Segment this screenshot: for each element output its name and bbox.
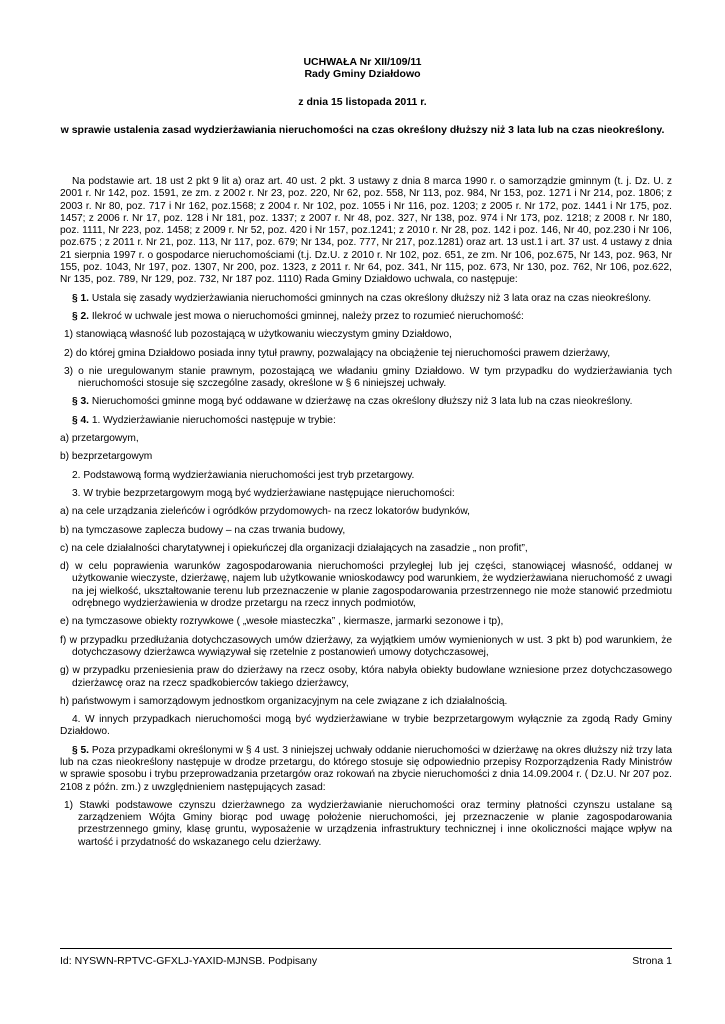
document-id: Id: NYSWN-RPTVC-GFXLJ-YAXID-MJNSB. Podpisany [60,955,318,967]
section-4-paragraph-2: 2. Podstawową formą wydzierżawiania nieruchomości jest tryb przetargowy. [72,469,415,481]
section-4-paragraph-3: 3. W trybie bezprzetargowym mogą być wydzierżawiane następujące nieruchomości: [72,487,455,499]
section-2-text: Ilekroć w uchwale jest mowa o nieruchomości gminnej, należy przez to rozumieć nieruchomość: [89,310,524,322]
list-item: h) państwowym i samorządowym jednostkom organizacyjnym na cele związane z ich działalnością. [60,695,508,707]
list-item: 1) Stawki podstawowe czynszu dzierżawnego za wydzierżawianie nieruchomości oraz terminy płatności czynszu ustalane są zarządzeniem Wójta Gminy biorąc pod uwagę położenie nieruchomości, jej przeznaczenie w planie zagospodarowania przestrzennego gminy, klasę gruntu, wyposażenie w urządzenia infrastruktury technicznej i inne okoliczności mające wpływ na wartość i przydatność do wskazanego celu dzierżawy. [64,799,672,848]
list-item: f) w przypadku przedłużania dotychczasowych umów dzierżawy, za wyjątkiem umów wymienionych w ust. 3 pkt b) pod warunkiem, że dotychczasowy dzierżawca wywiązywał się rzetelnie z postanowień umowy dotychczasowej, [60,634,672,658]
list-item: a) na cele urządzania zieleńców i ogródków przydomowych- na rzecz lokatorów budynków, [60,506,470,518]
resolution-date: z dnia 15 listopada 2011 r. [298,96,427,108]
section-1-label: § 1. [72,292,89,304]
council-name: Rady Gminy Działdowo [304,68,421,80]
section-5-text: Poza przypadkami określonymi w § 4 ust. 3 niniejszej uchwały oddanie nieruchomości w dzierżawę na okres dłuższy niż trzy lata lub na czas nieokreślony następuje w drodze przetargu, do którego stosuje się odpowiednio przepisy Rozporządzenia Rady Ministrów w sprawie sposobu i trybu przeprowadzania przetargów oraz rokowań na zbycie nieruchomości z dnia 14.09.2004 r. ( Dz.U. Nr 207 poz. 2108 z późn. zm.) z uwzględnieniem następujących zasad: [60,744,672,793]
list-item: a) przetargowym, [60,433,139,445]
list-item: b) na tymczasowe zaplecza budowy – na czas trwania budowy, [60,524,346,536]
section-5 [60,745,672,794]
section-4-label: § 4. [72,414,89,426]
list-item: b) bezprzetargowym [60,451,153,463]
footer-divider [60,948,672,949]
section-4-text: 1. Wydzierżawianie nieruchomości następuje w trybie: [89,414,336,426]
list-item: 2) do której gmina Działdowo posiada inny tytuł prawny, pozwalający na obciążenie tej nieruchomości prawem dzierżawy, [64,347,611,359]
list-item: 3) o nie uregulowanym stanie prawnym, pozostającą we władaniu gminy Działdowo. W tym przypadku do wydzierżawiania tych nieruchomości stosuje się szczególne zasady, określone w § 6 niniejszej uchwały. [64,365,672,390]
resolution-number: UCHWAŁA Nr XII/109/11 [303,56,422,68]
section-3-text: Nieruchomości gminne mogą być oddawane w dzierżawę na czas określony dłuższy niż 3 lata lub na czas nieokreślony. [89,396,633,408]
section-2-label: § 2. [72,310,89,322]
list-item: e) na tymczasowe obiekty rozrywkowe ( „wesołe miasteczka” , kiermasze, jarmarki sezonowe i tp), [60,616,504,628]
section-4 [60,415,672,427]
list-item: 1) stanowiącą własność lub pozostającą w użytkowaniu wieczystym gminy Działdowo, [64,329,452,341]
section-4-paragraph-4: 4. W innych przypadkach nieruchomości mogą być wydzierżawiane w trybie bezprzetargowym wyłącznie za zgodą Rady Gminy Działdowo. [60,714,672,738]
resolution-subject: w sprawie ustalenia zasad wydzierżawiania nieruchomości na czas określony dłuższy niż 3 lata lub na czas nieokreślony. [60,124,665,136]
document-body [60,176,672,855]
preamble: Na podstawie art. 18 ust 2 pkt 9 lit a) oraz art. 40 ust. 2 pkt. 3 ustawy z dnia 8 marca 1990 r. o samorządzie gminnym (t. j. Dz. U. z 2001 r. Nr 142, poz. 1591, ze zm. z 2002 r. Nr 23, poz. 220, Nr 62, poz. 558, Nr 113, poz. 984, Nr 153, poz. 1271 i Nr 214, poz. 1806; z 2003 r. Nr 80, poz. 717 i Nr 162, poz.1568; z 2004 r. Nr 102, poz. 1055 i Nr 116, poz. 1203; z 2005 r. Nr 172, poz. 1441 i Nr 175, poz. 1457; z 2006 r. Nr 17, poz. 128 i Nr 181, poz. 1337; z 2007 r. Nr 48, poz. 327, Nr 138, poz. 974 i Nr 173, poz. 1218; z 2008 r. Nr 180, poz. 1111, Nr 223, poz. 1458; z 2009 r. Nr 52, poz. 420 i Nr 157, poz.1241; z 2010 r. Nr 28, poz. 142 i poz. 146, Nr 40, poz.230 i Nr 106, poz.675 ; z 2011 r. Nr 21, poz. 113, Nr 117, poz. 679; Nr 134, poz. 777, Nr 217, poz.1281) oraz art. 13 ust.1 i art. 37 ust. 4 ustawy z dnia 21 sierpnia 1997 r. o gospodarce nieruchomościami (t.j. Dz.U. z 2010 r. Nr 102, poz. 651, ze zm. Nr 106, poz.675, Nr 143, poz. 963, Nr 155, poz. 1043, Nr 197, poz. 1307, Nr 200, poz. 1323, z 2011 r. Nr 64, poz. 341, Nr 115, poz. 673, Nr 130, poz. 762, Nr 106, poz.622, Nr 135, poz. 789, Nr 129, poz. 732, Nr 187 poz. 1110) Rada Gminy Działdowo uchwala, co następuje: [60,176,672,286]
list-item: d) w celu poprawienia warunków zagospodarowania nieruchomości przyległej lub jej części, stanowiącej własność, oddanej w użytkowanie wieczyste, dzierżawę, najem lub użytkowanie wnioskodawcy pod warunkiem, że wydzierżawiana nieruchomość z uwagi na jej wielkość, ukształtowanie terenu lub przeznaczenie w planie zagospodarowania przestrzennego nie może stanowić przedmiotu odrębnego wydzierżawienia w drodze przetargu na rzecz innych podmiotów, [60,561,672,610]
section-3-label: § 3. [72,396,89,408]
list-item: g) w przypadku przeniesienia praw do dzierżawy na rzecz osoby, która nabyła obiekty budowlane wzniesione przez dotychczasowego dzierżawcę oraz na rzecz spadkobierców takiego dzierżawcy, [60,665,672,689]
page-number: Strona 1 [632,955,672,967]
section-1-text: Ustala się zasady wydzierżawiania nieruchomości gminnych na czas określony dłuższy niż 3 lata oraz na czas nieokreślony. [89,292,652,304]
section-2 [60,311,672,323]
section-1 [60,293,672,305]
section-3 [60,396,672,408]
section-5-label: § 5. [72,744,90,756]
list-item: c) na cele działalności charytatywnej i opiekuńczej dla organizacji działających na zasadzie „ non profit”, [60,542,528,554]
